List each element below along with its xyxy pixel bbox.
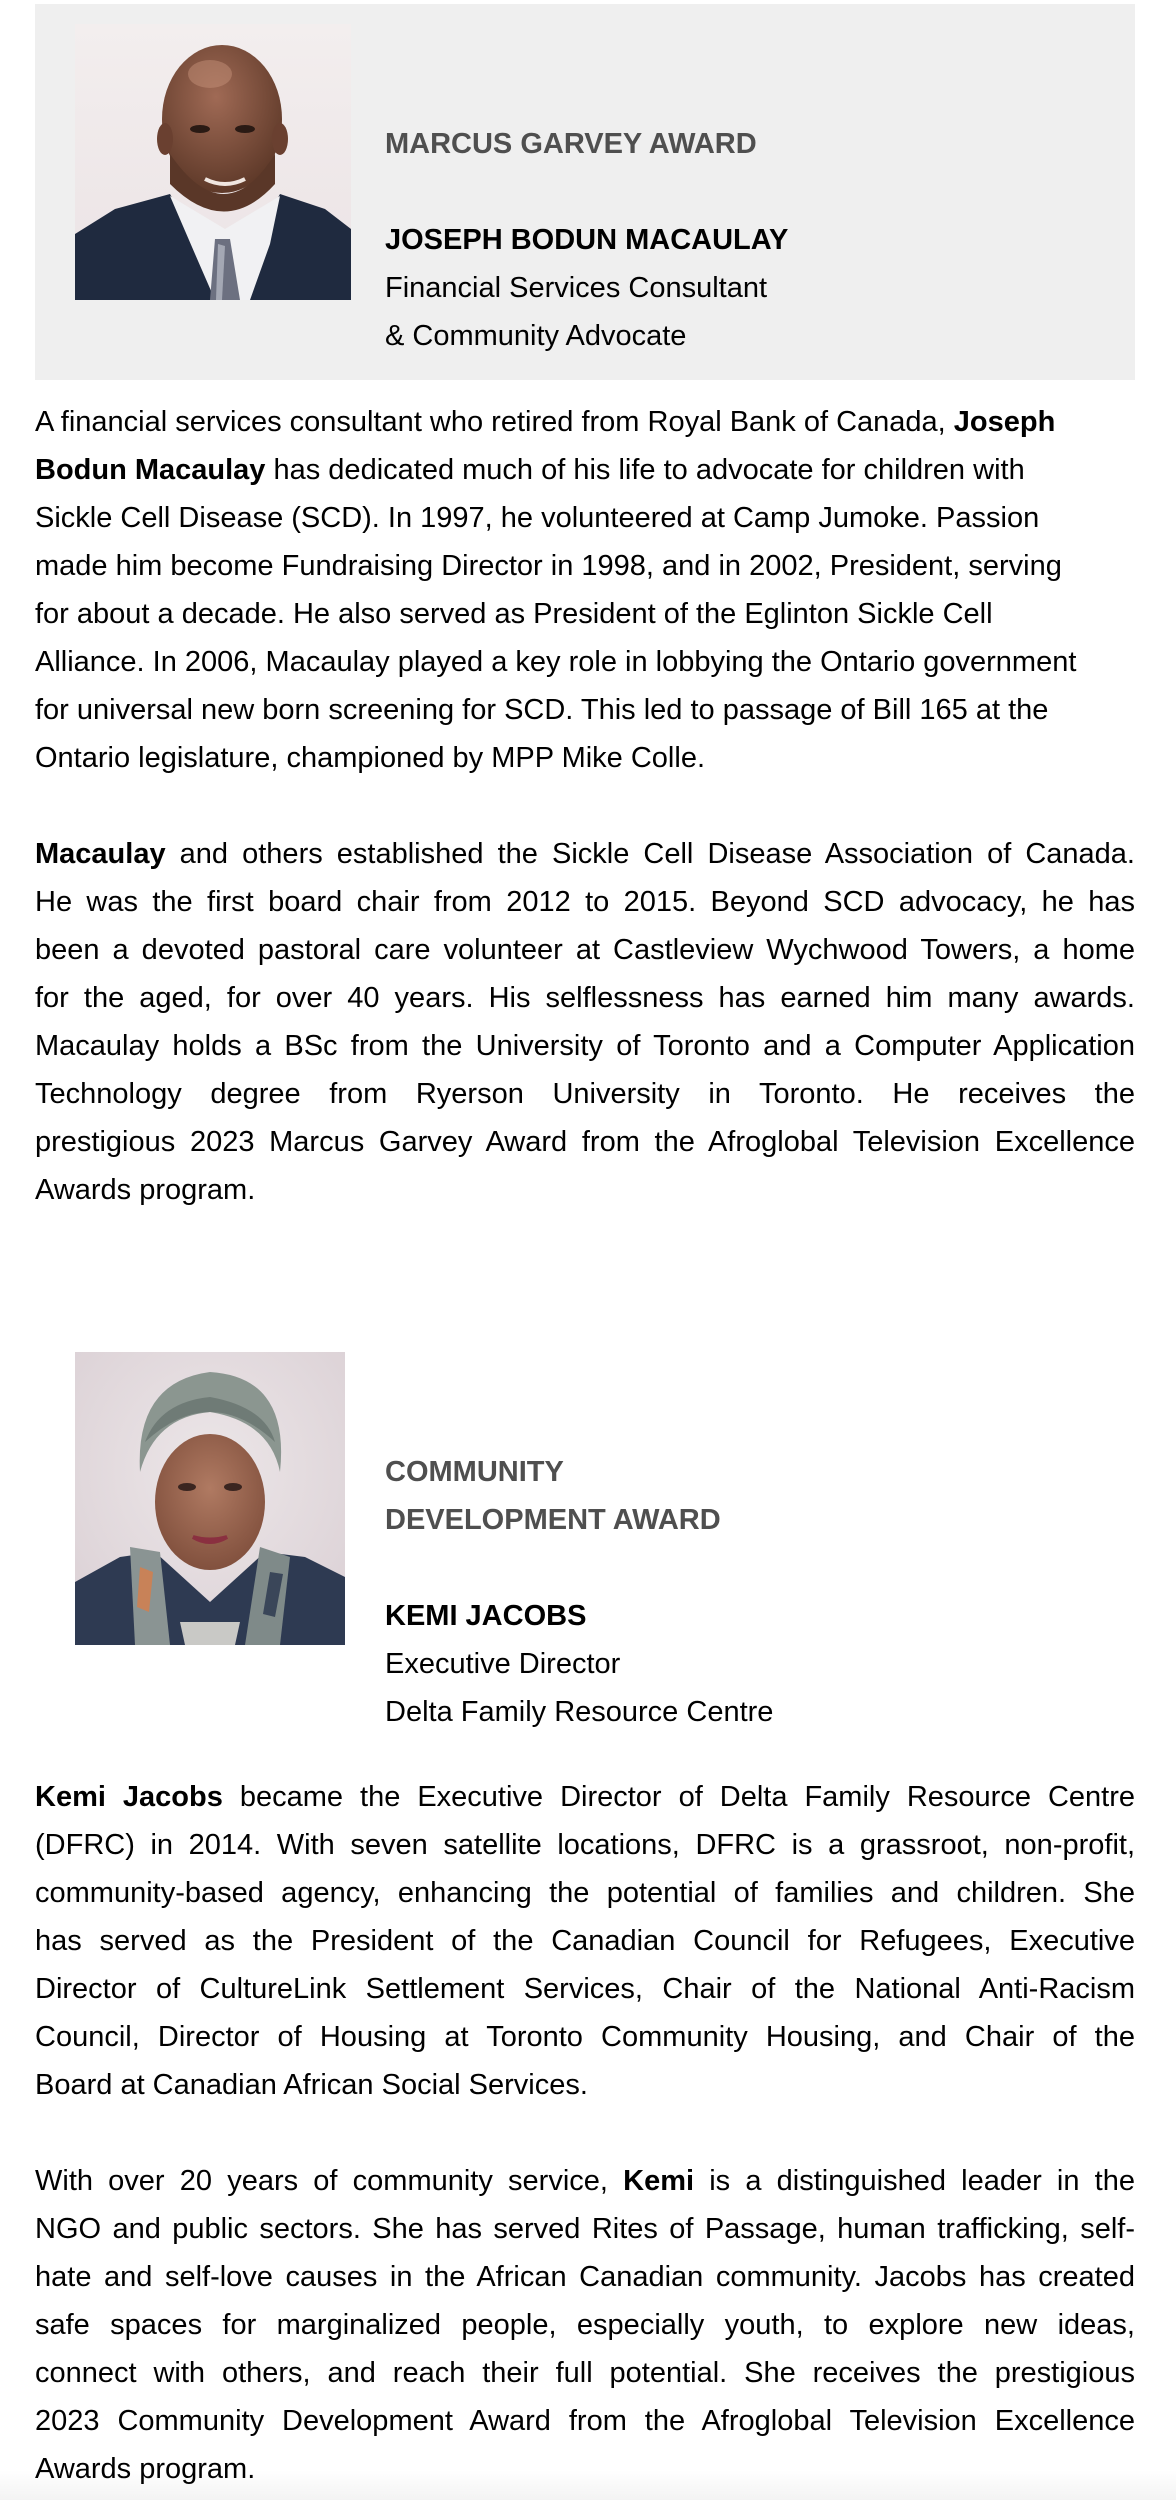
bio-line: Ontario legislature, championed by MPP Mike Colle.	[35, 742, 706, 774]
bio-line: Macaulay and others established the Sickle Cell Disease Association of Canada.	[35, 838, 1135, 870]
bio-line: Kemi Jacobs became the Executive Director of Delta Family Resource Centre	[35, 1781, 1135, 1813]
recipient-name: JOSEPH BODUN MACAULAY	[385, 224, 789, 256]
bio-line: hate and self-love causes in the African Canadian community. Jacobs has created	[35, 2261, 1135, 2293]
bio-highlight-name: Joseph	[953, 406, 1056, 438]
recipient-role-line1: Executive Director	[385, 1648, 621, 1680]
bio-highlight-name: Kemi Jacobs	[35, 1781, 223, 1813]
bio-highlight-name: Bodun Macaulay	[35, 454, 266, 486]
award-title-line1: COMMUNITY	[385, 1456, 564, 1488]
bio-highlight-name: Macaulay	[35, 838, 166, 870]
bio-line: been a devoted pastoral care volunteer at Castleview Wychwood Towers, a home	[35, 934, 1135, 966]
bio-paragraph-2	[35, 2157, 1135, 2493]
bio-line: safe spaces for marginalized people, especially youth, to explore new ideas,	[35, 2309, 1135, 2341]
bio-line: Director of CultureLink Settlement Services, Chair of the National Anti-Racism	[35, 1973, 1135, 2005]
bio-line: A financial services consultant who retired from Royal Bank of Canada, Joseph	[35, 406, 1056, 438]
bio-line: has served as the President of the Canadian Council for Refugees, Executive	[35, 1925, 1135, 1957]
bio-line: Council, Director of Housing at Toronto Community Housing, and Chair of the	[35, 2021, 1135, 2053]
bio-line: He was the first board chair from 2012 to 2015. Beyond SCD advocacy, he has	[35, 886, 1135, 918]
bio-line: Sickle Cell Disease (SCD). In 1997, he volunteered at Camp Jumoke. Passion	[35, 502, 1040, 534]
bio-line: (DFRC) in 2014. With seven satellite locations, DFRC is a grassroot, non-profit,	[35, 1829, 1135, 1861]
bio-line: connect with others, and reach their full potential. She receives the prestigious	[35, 2357, 1135, 2389]
portrait-photo-joseph-macaulay	[75, 24, 351, 300]
bio-highlight-name: Kemi	[623, 2165, 695, 2197]
bio-paragraph-1	[35, 398, 1135, 782]
bio-line: community-based agency, enhancing the potential of families and children. She	[35, 1877, 1135, 1909]
bio-line: Awards program.	[35, 1174, 256, 1206]
bio-line: With over 20 years of community service, Kemi is a distinguished leader in the	[35, 2165, 1135, 2197]
recipient-role-line2: & Community Advocate	[385, 320, 687, 352]
bio-line: Bodun Macaulay has dedicated much of his life to advocate for children with	[35, 454, 1025, 486]
bio-line: Board at Canadian African Social Services.	[35, 2069, 588, 2101]
recipient-name: KEMI JACOBS	[385, 1600, 587, 1632]
portrait-photo-kemi-jacobs	[75, 1352, 345, 1645]
bio-line: for the aged, for over 40 years. His selflessness has earned him many awards.	[35, 982, 1135, 1014]
bio-line: NGO and public sectors. She has served Rites of Passage, human trafficking, self-	[35, 2213, 1135, 2245]
recipient-role-line2: Delta Family Resource Centre	[385, 1696, 774, 1728]
award-title: MARCUS GARVEY AWARD	[385, 128, 757, 160]
bio-paragraph-1	[35, 1773, 1135, 2109]
bio-paragraph-2	[35, 830, 1135, 1214]
award-title-line2: DEVELOPMENT AWARD	[385, 1504, 721, 1536]
bio-line: for about a decade. He also served as President of the Eglinton Sickle Cell	[35, 598, 993, 630]
bio-line: 2023 Community Development Award from the Afroglobal Television Excellence	[35, 2405, 1135, 2437]
bio-line: for universal new born screening for SCD. This led to passage of Bill 165 at the	[35, 694, 1049, 726]
bio-line: Technology degree from Ryerson University in Toronto. He receives the	[35, 1078, 1135, 1110]
bio-line: prestigious 2023 Marcus Garvey Award from the Afroglobal Television Excellence	[35, 1126, 1135, 1158]
bio-line: Awards program.	[35, 2453, 256, 2485]
bio-line: Alliance. In 2006, Macaulay played a key role in lobbying the Ontario government	[35, 646, 1077, 678]
bio-line: made him become Fundraising Director in 1998, and in 2002, President, serving	[35, 550, 1062, 582]
recipient-role-line1: Financial Services Consultant	[385, 272, 768, 304]
bio-line: Macaulay holds a BSc from the University of Toronto and a Computer Application	[35, 1030, 1135, 1062]
